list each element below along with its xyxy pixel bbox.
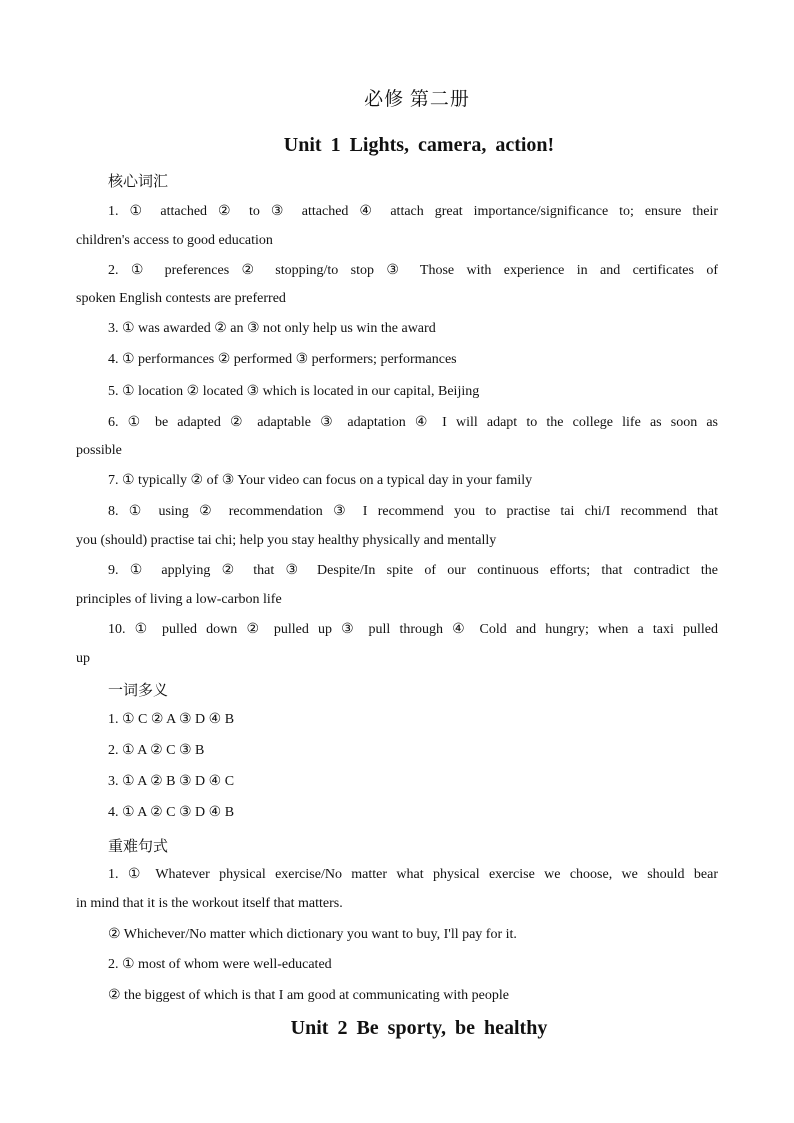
vocab-line-8-cont: you (should) practise tai chi; help you stay healthy physically and mentally: [76, 533, 497, 548]
vocab-line-1: 1. ① attached ② to ③ attached ④ attach great importance/significance to; ensure their: [108, 204, 718, 219]
polysemy-line-3: 3. ① A ② B ③ D ④ C: [108, 774, 235, 789]
vocab-line-2: 2. ① preferences ② stopping/to stop ③ Those with experience in and certificates of: [108, 263, 718, 278]
polysemy-line-2: 2. ① A ② C ③ B: [108, 743, 205, 758]
polysemy-line-1: 1. ① C ② A ③ D ④ B: [108, 712, 235, 727]
vocab-line-8: 8. ① using ② recommendation ③ I recommend you to practise tai chi/I recommend that: [108, 504, 718, 519]
vocab-line-3: 3. ① was awarded ② an ③ not only help us win the award: [108, 321, 436, 336]
sentence-line-2: 2. ① most of whom were well-educated: [108, 957, 332, 972]
vocab-line-9-cont: principles of living a low-carbon life: [76, 592, 282, 607]
vocab-line-6: 6. ① be adapted ② adaptable ③ adaptation ④ I will adapt to the college life as soon as: [108, 415, 718, 430]
vocab-line-10-cont: up: [76, 651, 90, 666]
vocab-line-9: 9. ① applying ② that ③ Despite/In spite of our continuous efforts; that contradict the: [108, 563, 718, 578]
vocab-line-1-cont: children's access to good education: [76, 233, 273, 248]
book-title: 必修 第二册: [364, 89, 470, 110]
vocab-line-5: 5. ① location ② located ③ which is located in our capital, Beijing: [108, 384, 480, 399]
section-core-vocab-heading: 核心词汇: [108, 174, 169, 190]
sentence-line-1b: ② Whichever/No matter which dictionary you want to buy, I'll pay for it.: [108, 927, 517, 942]
section-key-sentences-heading: 重难句式: [108, 839, 169, 855]
vocab-line-2-cont: spoken English contests are preferred: [76, 291, 286, 306]
sentence-line-1: 1. ① Whatever physical exercise/No matter what physical exercise we choose, we should bear: [108, 867, 718, 882]
vocab-line-7: 7. ① typically ② of ③ Your video can focus on a typical day in your family: [108, 473, 533, 488]
sentence-line-1-cont: in mind that it is the workout itself that matters.: [76, 896, 343, 911]
vocab-line-6-cont: possible: [76, 443, 122, 458]
polysemy-line-4: 4. ① A ② C ③ D ④ B: [108, 805, 235, 820]
unit-1-title: Unit 1 Lights, camera, action!: [283, 134, 555, 156]
unit-2-title: Unit 2 Be sporty, be healthy: [290, 1017, 548, 1039]
section-polysemy-heading: 一词多义: [108, 683, 169, 699]
vocab-line-10: 10. ① pulled down ② pulled up ③ pull through ④ Cold and hungry; when a taxi pulled: [108, 622, 718, 637]
sentence-line-2b: ② the biggest of which is that I am good at communicating with people: [108, 988, 509, 1003]
vocab-line-4: 4. ① performances ② performed ③ performers; performances: [108, 352, 457, 367]
